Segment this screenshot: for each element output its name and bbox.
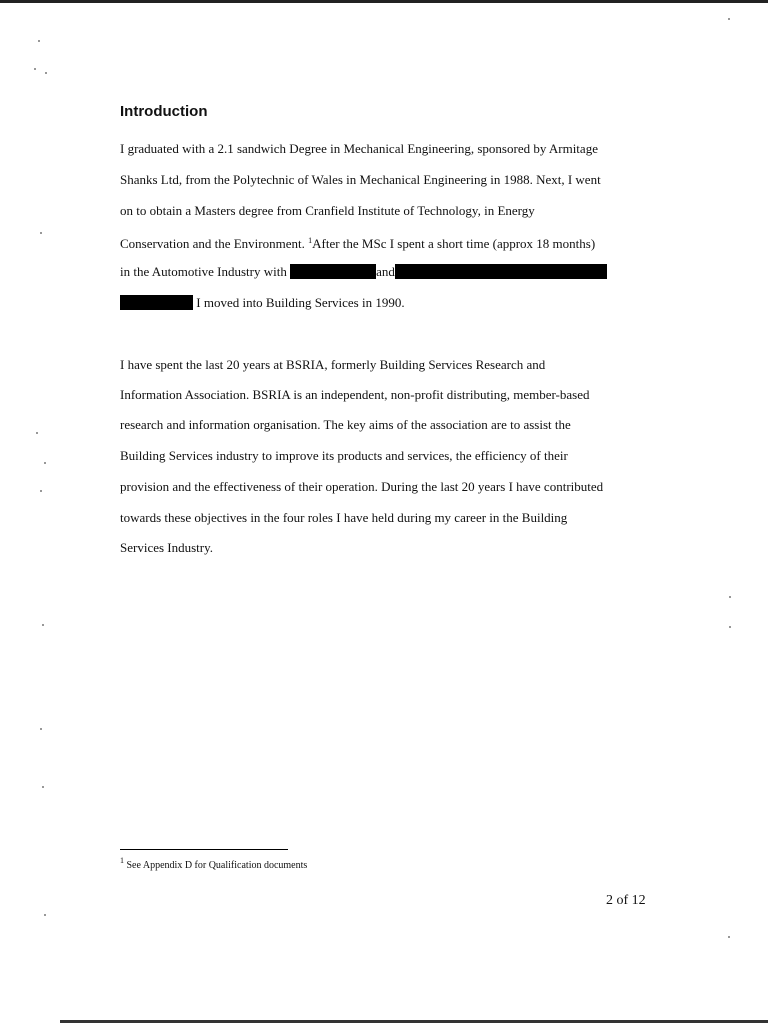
scan-speck [34, 68, 36, 70]
scan-speck [36, 432, 38, 434]
paragraph-2-line-3: research and information organisation. The key aims of the association are to assist the [120, 417, 571, 432]
scan-speck [40, 728, 42, 730]
line-5-connector: and [376, 264, 395, 279]
footnote-separator [120, 849, 288, 850]
paragraph-1-line-6 [120, 295, 405, 311]
paragraph-2-line-1: I have spent the last 20 years at BSRIA, formerly Building Services Research and [120, 357, 546, 372]
paragraph-2-line-2: Information Association. BSRIA is an independent, non-profit distributing, member-based [120, 387, 590, 402]
scan-speck [38, 40, 40, 42]
footnote-marker: 1 [120, 856, 124, 865]
scan-speck [728, 936, 730, 938]
scan-speck [45, 72, 47, 74]
redaction-block [395, 264, 607, 279]
paragraph-2-line-4: Building Services industry to improve its products and services, the efficiency of their [120, 448, 568, 463]
paragraph-1-line-1: I graduated with a 2.1 sandwich Degree in Mechanical Engineering, sponsored by Armitage [120, 141, 598, 156]
paragraph-1-line-4 [120, 233, 595, 252]
section-heading: Introduction [120, 103, 208, 120]
paragraph-1-line-5 [120, 264, 607, 280]
paragraph-1-line-3: on to obtain a Masters degree from Cranfield Institute of Technology, in Energy [120, 203, 535, 218]
paragraph-2-line-6: towards these objectives in the four roles I have held during my career in the Building [120, 510, 568, 525]
paragraph-2-line-5: provision and the effectiveness of their operation. During the last 20 years I have contributed [120, 479, 604, 494]
redaction-block [290, 264, 376, 279]
paragraph-1-line-2: Shanks Ltd, from the Polytechnic of Wales in Mechanical Engineering in 1988. Next, I went [120, 172, 601, 187]
scan-speck [40, 490, 42, 492]
line-5-text-start: in the Automotive Industry with [120, 264, 291, 279]
paragraph-2-line-7: Services Industry. [120, 540, 214, 555]
redaction-block [120, 295, 193, 310]
footnote [120, 856, 307, 871]
scan-speck [44, 462, 46, 464]
scan-speck [42, 624, 44, 626]
line-4-text-end: After the MSc I spent a short time (approx 18 months) [312, 236, 596, 251]
page-bottom-edge [60, 1020, 768, 1023]
page-number: 2 of 12 [606, 893, 646, 908]
line-4-text-start: Conservation and the Environment. [120, 236, 309, 251]
scan-speck [728, 18, 730, 20]
footnote-reference: 1 [308, 236, 313, 245]
page-top-edge [0, 0, 768, 3]
scan-speck [42, 786, 44, 788]
scan-speck [729, 596, 731, 598]
footnote-text: See Appendix D for Qualification documents [124, 860, 308, 871]
scan-speck [44, 914, 46, 916]
scan-speck [729, 626, 731, 628]
line-6-text: I moved into Building Services in 1990. [193, 295, 405, 310]
scan-speck [40, 232, 42, 234]
